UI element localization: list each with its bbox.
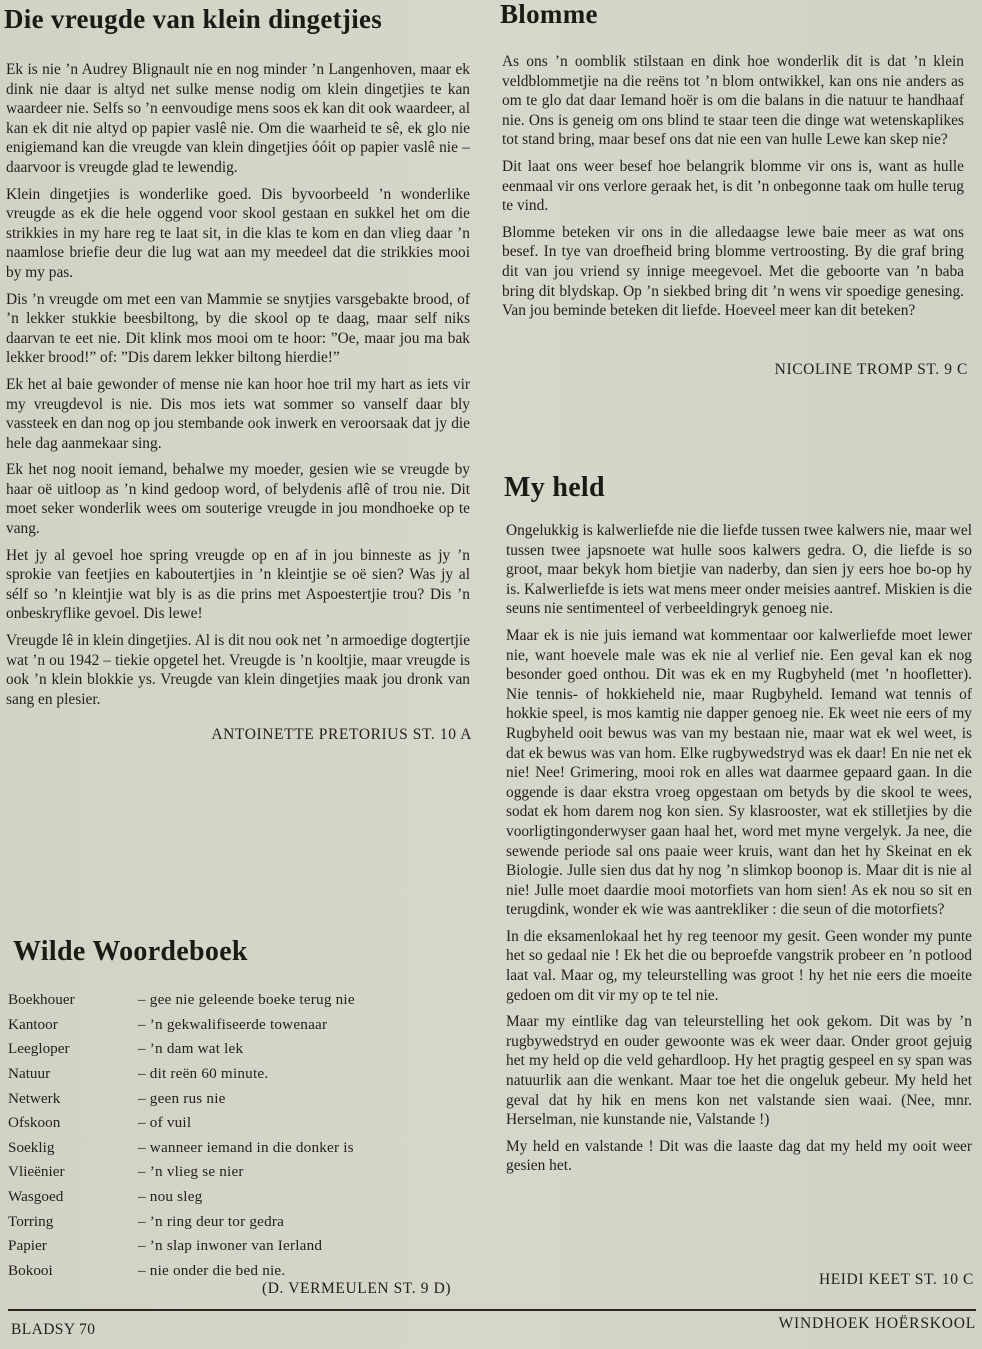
- paragraph: Blomme beteken vir ons in die alledaagse lewe baie meer as wat ons besef. In tye van droefheid bring blomme vertroosting. By die graf bring dit van jou vriend sy innige meegevoel. Met die geboorte van ’n baba bring dit blydskap. Op ’n siekbed bring dit ’n wens vir spoedige genesing. Van jou beminde beteken dit liefde. Hoeveel meer kan dit beteken?: [502, 223, 964, 320]
- dictionary-entry: [8, 988, 478, 1013]
- dictionary-word: Bokooi: [8, 1261, 53, 1279]
- dictionary-word: Boekhouer: [8, 991, 75, 1009]
- article-title-vreugde: Die vreugde van klein dingetjies: [4, 4, 383, 34]
- paragraph: Ongelukkig is kalwerliefde nie die liefde tussen twee kalwers nie, maar wel tussen twee japsnoete wat hulle soos kalwers gedra. O, die liefde is so groot, maar bekyk hom bietjie van naderby, dan sien jy eers hoe bo-op hy is. Kalwerliefde is iets wat mens meer onder meisies aantref. Miskien is die seuns nie sentimenteel of verbeeldingryk genoeg nie.: [506, 522, 972, 618]
- school-name: WINDHOEK HOËRSKOOL: [778, 1315, 976, 1332]
- dictionary-entry: [8, 1086, 478, 1111]
- dictionary-definition: – ’n vlieg se nier: [138, 1163, 244, 1181]
- paragraph: My held en valstande ! Dit was die laaste dag dat my held my ooit weer gesien het.: [506, 1137, 972, 1175]
- dictionary-definition: – ’n slap inwoner van Ierland: [138, 1237, 323, 1255]
- dictionary-definition: – gee nie geleende boeke terug nie: [138, 991, 355, 1009]
- dictionary-definition: – ’n gekwalifiseerde towenaar: [138, 1015, 328, 1033]
- paragraph: Ek het al baie gewonder of mense nie kan hoor hoe tril my hart as iets vir my vreugdevol is nie. Dis mos iets wat sommer so vanself daar bly vassteek en dan nog op jou stembande ook inwerk en veroorsaak dat jy die hele dag aanmekaar sing.: [6, 375, 470, 452]
- paragraph: Klein dingetjies is wonderlike goed. Dis byvoorbeeld ’n wonderlike vreugde as ek die hele oggend voor skool gestaan en sukkel het om die strikkies in my hare reg te laat sit, in die klas te kom en dan vlieg daar ’n naamlose briefie deur die lug wat aan my meedeel dat die strikkies mooi by my pas.: [6, 185, 470, 281]
- article-author-woordeboek: (D. VERMEULEN ST. 9 D): [262, 1280, 452, 1297]
- dictionary-definition: – ’n dam wat lek: [138, 1040, 244, 1058]
- paragraph: Ek is nie ’n Audrey Blignault nie en nog minder ’n Langenhoven, maar ek dink nie daar is altyd net sulke mense nodig om klein dingetjies te kan waardeer nie. Selfs so ’n eenvoudige mens soos ek kan dit ook waardeer, al kan ek dit nie altyd op papier vaslê nie. Om die waarheid te sê, ek glo nie enigiemand kan die vreugde van klein dingetjies óóit op papier vaslê nie – daarvoor is vreugde glad te lewendig.: [6, 61, 470, 176]
- dictionary-definition: – dit reën 60 minute.: [138, 1065, 269, 1083]
- dictionary-definition: – of vuil: [138, 1114, 192, 1132]
- article-body-held: [506, 521, 972, 1183]
- article-title-blomme: Blomme: [500, 0, 598, 29]
- article-body-blomme: [502, 52, 964, 328]
- dictionary-word: Torring: [8, 1212, 54, 1230]
- dictionary-entry: [8, 1037, 478, 1062]
- dictionary-word: Kantoor: [8, 1015, 58, 1033]
- paragraph: Het jy al gevoel hoe spring vreugde op en af in jou binneste as jy ’n sprokie van feetjies en kaboutertjies in ’n kleintjie se oë sien? Was jy al sélf so ’n kleintjie wat bly is as die prins met Aspoestertjie trou? Dis ’n onbeskryflike gevoel. Dis lewe!: [6, 546, 470, 623]
- paragraph: Maar ek is nie juis iemand wat kommentaar oor kalwerliefde moet lewer nie, want hoevele male was ek nie al verlief nie. Een geval kan ek nog besonder goed onthou. Dit was ek en my Rugbyheld (met ’n hoofletter). Nie tennis- of hokkieheld nie, maar Rugbyheld. Iemand wat tennis of hokkie speel, is mos kamtig nie dapper genoeg nie. Ek weet nie eers of my Rugbyheld ooit bewus was van my bestaan nie, maar wat ek wel weet, is dat ek bewus was van hom. Elke rugbywedstryd was ek daar! En nie net ek nie! Nee! Grimering, mooi rok en alles wat daarmee gepaard gaan. In die oggende is daar ekstra vroeg opgestaan om betyds by die skool te wees, sodat ek hom darem nog kon sien. Sy klasrooster, wat ek stilletjies by die voorligtingonderwyser gaan haal het, word met myne vergelyk. Ja nee, die sewende periode sal ons paaie weer kruis, want dan het hy Skeinat en ek Biologie. Julle sien dus dat hy nog ’n slimkop boonop is. Maar dit is nie al nie! Julle moet daardie mooi motorfiets van hom sien! As ek nou so sit en terugdink, wonder ek wie was aantrekliker : die seun of die motorfiets?: [506, 626, 972, 919]
- paragraph: As ons ’n oomblik stilstaan en dink hoe wonderlik dit is dat ’n klein veldblommetjie na die reëns tot ’n blom ontwikkel, kan ons nie anders as om te glo dat daar Iemand hoër is om die balans in die natuur te handhaaf nie. Ons is geneig om ons blind te staar teen die dinge wat wetenskaplikes tot stand bring, maar besef ons dat nie een van hulle Lewe kan skep nie?: [502, 53, 964, 149]
- dictionary-definition: – nou sleg: [138, 1188, 203, 1206]
- article-title-held: My held: [504, 472, 605, 503]
- page-number: BLADSY 70: [11, 1321, 96, 1338]
- article-author-blomme: NICOLINE TROMP ST. 9 C: [774, 361, 968, 378]
- article-title-woordeboek: Wilde Woordeboek: [13, 936, 248, 967]
- paragraph: Ek het nog nooit iemand, behalwe my moeder, gesien wie se vreugde by haar oë uitloop as ’n kind gedoop word, of belydenis aflê of trou nie. Dit moet seker wonderlik wees om souterige vreugde in jou mondhoeke op te vang.: [6, 461, 470, 538]
- paragraph: In die eksamenlokaal het hy reg teenoor my gesit. Geen wonder my punte het so gedaal nie ! Ek het die ou beproefde vangstrik probeer en ’n potlood laat val. Maar og, my teleurstelling was groot ! hy het nie eers die moeite gedoen om dit vir my op te tel nie.: [506, 927, 972, 1004]
- dictionary-word: Wasgoed: [8, 1188, 64, 1206]
- paragraph: Dis ’n vreugde om met een van Mammie se snytjies varsgebakte brood, of ’n lekker stukkie beesbiltong, by die skool op te daag, maar self niks daarvan te eet nie. Dit klink mos mooi om te hoor: ”Oe, maar jou ma bak lekker brood!” of: ”Dis darem lekker biltong hierdie!”: [6, 290, 470, 367]
- article-author-held: HEIDI KEET ST. 10 C: [818, 1271, 974, 1288]
- paragraph: Dit laat ons weer besef hoe belangrik blomme vir ons is, want as hulle eenmaal vir ons verlore geraak het, is dit ’n onbegonne taak om hulle terug te vind.: [502, 157, 964, 215]
- dictionary-definition: – ’n ring deur tor gedra: [138, 1212, 285, 1230]
- dictionary-entry: [8, 1111, 478, 1136]
- dictionary-word: Soeklig: [8, 1138, 55, 1156]
- dictionary-list: [8, 988, 478, 1283]
- dictionary-entry: [8, 1160, 478, 1185]
- article-body-vreugde: [6, 60, 470, 716]
- dictionary-definition: – nie onder die bed nie.: [138, 1261, 286, 1279]
- dictionary-word: Papier: [8, 1237, 47, 1255]
- paragraph: Vreugde lê in klein dingetjies. Al is dit nou ook net ’n armoedige dogtertjie wat ’n ou 1942 – tiekie opgetel het. Vreugde is ’n kooltjie, maar vreugde is ook ’n klein blokkie ys. Vreugde van klein dingetjies maak jou dronk van sang en plesier.: [6, 632, 470, 708]
- dictionary-word: Natuur: [8, 1065, 51, 1083]
- dictionary-entry: [8, 1234, 478, 1259]
- dictionary-word: Netwerk: [8, 1089, 61, 1107]
- dictionary-definition: – geen rus nie: [138, 1089, 226, 1107]
- dictionary-entry: [8, 1209, 478, 1234]
- dictionary-entry: [8, 1136, 478, 1161]
- dictionary-entry: [8, 1013, 478, 1038]
- dictionary-word: Leegloper: [8, 1040, 70, 1058]
- dictionary-entry: [8, 1062, 478, 1087]
- footer-divider: [8, 1309, 976, 1311]
- paragraph: Maar my eintlike dag van teleurstelling het ook gekom. Dit was by ’n rugbywedstryd en ouder gewoonte was ek weer daar. Onder groot gejuig het my held op die veld gehardloop. Hy het pragtig gespeel en sy span was natuurlik aan die wenkant. Maar toe het die ongeluk gebeur. My held het geval dat hy hik en mens kon net valstande sien waai. (Nee, mnr. Herselman, nie kunstande nie, Valstande !): [506, 1013, 972, 1129]
- dictionary-entry: [8, 1185, 478, 1210]
- dictionary-word: Ofskoon: [8, 1114, 61, 1132]
- article-author-vreugde: ANTOINETTE PRETORIUS ST. 10 A: [211, 726, 472, 743]
- dictionary-definition: – wanneer iemand in die donker is: [138, 1138, 354, 1156]
- dictionary-word: Vlieënier: [8, 1163, 65, 1181]
